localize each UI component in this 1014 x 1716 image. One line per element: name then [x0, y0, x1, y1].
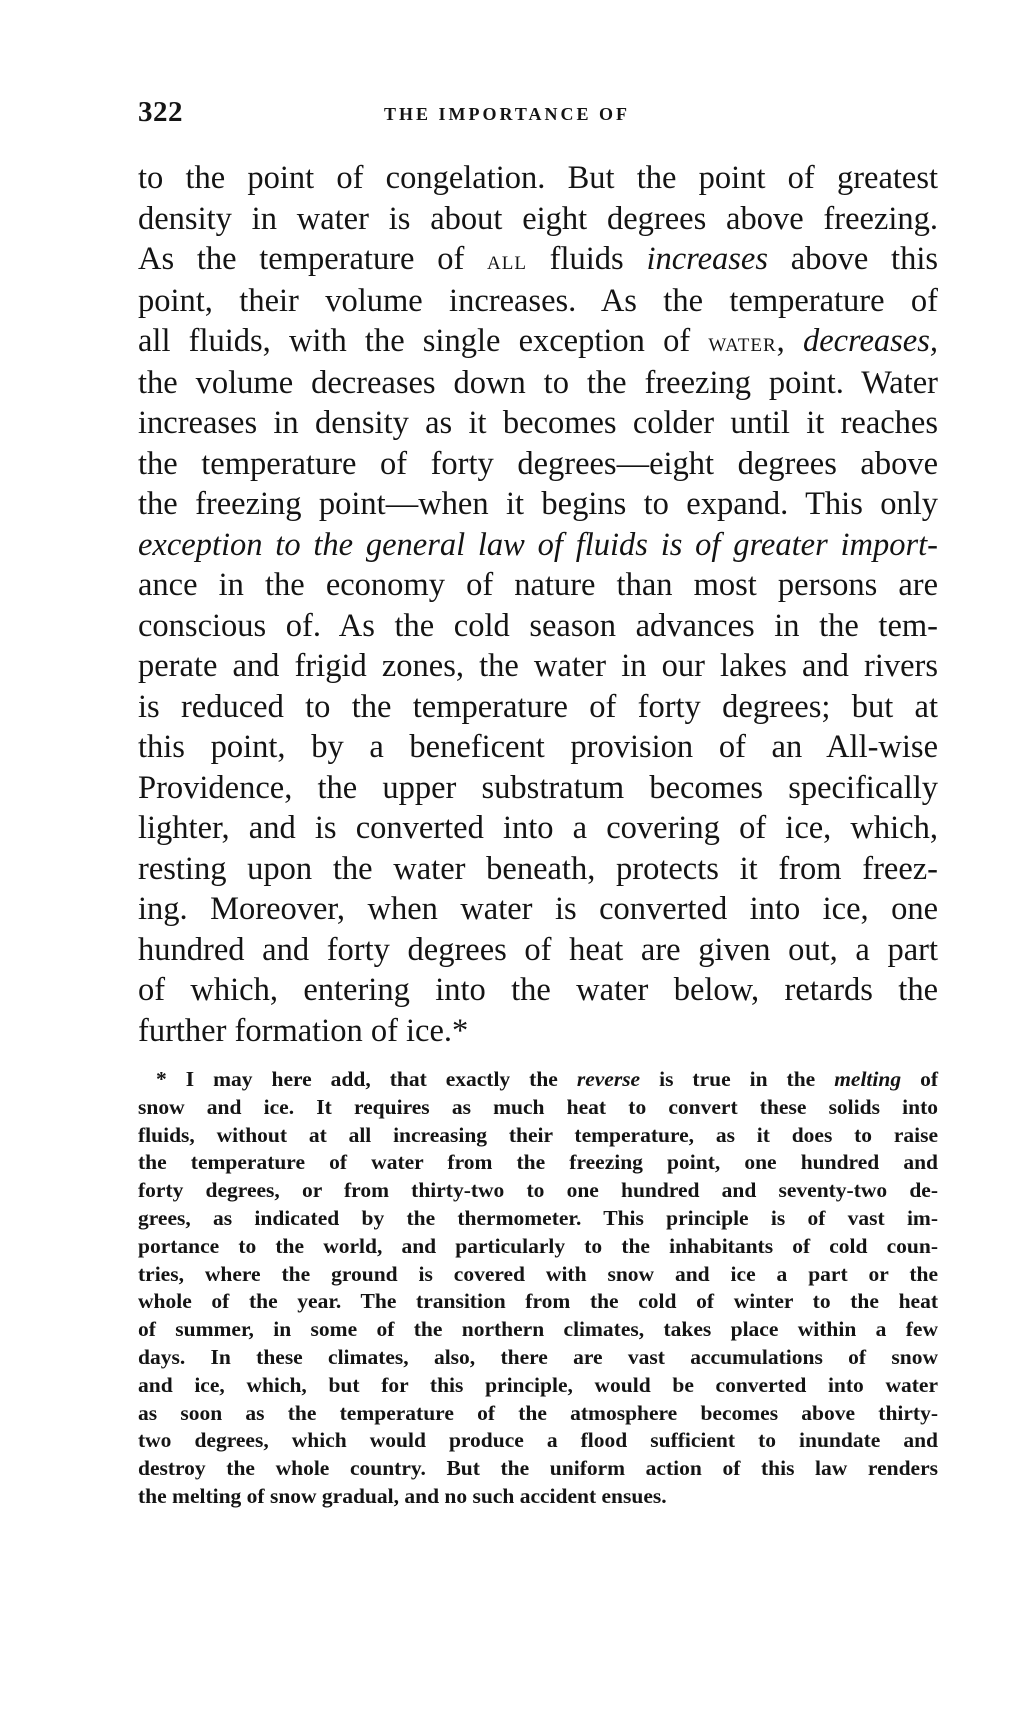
- body-line: [138, 321, 938, 363]
- footnote-line: as soon as the temperature of the atmosphere becomes above thirty-: [138, 1400, 938, 1425]
- body-line: conscious of. As the cold season advances in the tem-: [138, 607, 938, 644]
- footnote-line: whole of the year. The transition from the cold of winter to the heat: [138, 1289, 938, 1314]
- body-line: [138, 239, 938, 281]
- body-line: further formation of ice.*: [138, 1012, 469, 1049]
- body-line: of which, entering into the water below, retards the: [138, 972, 938, 1008]
- page-header: [138, 96, 938, 136]
- footnote-line: fluids, without at all increasing their temperature, as it does to raise: [138, 1122, 938, 1147]
- body-line: exception to the general law of fluids is of greater import-: [138, 526, 938, 563]
- body-line: to the point of congelation. But the point of greatest: [138, 160, 938, 196]
- body-line: ance in the economy of nature than most persons are: [138, 567, 938, 603]
- running-head: THE IMPORTANCE OF: [384, 104, 631, 124]
- footnote-line: of summer, in some of the northern climates, takes place within a few: [138, 1317, 938, 1342]
- italic-run: reverse: [576, 1067, 641, 1091]
- text-run: above this: [767, 241, 938, 277]
- small-caps-run: all: [487, 244, 527, 275]
- body-line: hundred and forty degrees of heat are given out, a part: [138, 931, 938, 968]
- body-line: ing. Moreover, when water is converted into ice, one: [138, 891, 938, 927]
- body-line: increases in density as it becomes colder until it reaches: [138, 405, 938, 441]
- body-line: is reduced to the temperature of forty degrees; but at: [138, 688, 938, 725]
- footnote-line: [138, 1066, 938, 1094]
- body-line: this point, by a beneficent provision of an All-wise: [138, 729, 938, 765]
- footnote-line: tries, where the ground is covered with snow and ice a part or the: [138, 1261, 938, 1286]
- footnote-line: grees, as indicated by the thermometer. This principle is of vast im-: [138, 1205, 938, 1230]
- body-line: the temperature of forty degrees—eight degrees above: [138, 445, 938, 482]
- body-line: the volume decreases down to the freezing point. Water: [138, 364, 938, 401]
- small-caps-run: water: [708, 326, 777, 357]
- body-line: resting upon the water beneath, protects it from freez-: [138, 850, 938, 887]
- footnote-line: forty degrees, or from thirty-two to one hundred and seventy-two de-: [138, 1178, 938, 1203]
- italic-run: melting: [834, 1067, 902, 1091]
- italic-run: decreases,: [802, 323, 938, 359]
- text-run: * I may here add, that exactly the: [156, 1067, 577, 1091]
- body-text: [138, 158, 938, 1051]
- text-run: fluids: [526, 241, 647, 277]
- footnote-line: portance to the world, and particularly to the inhabitants of cold coun-: [138, 1233, 938, 1258]
- body-line: Providence, the upper substratum becomes specifically: [138, 769, 938, 806]
- footnote-line: the temperature of water from the freezing point, one hundred and: [138, 1150, 938, 1175]
- footnote-line: snow and ice. It requires as much heat to convert these solids into: [138, 1094, 938, 1119]
- text-run: all fluids, with the single exception of: [138, 323, 709, 359]
- body-line: density in water is about eight degrees above freezing.: [138, 200, 938, 237]
- page-number: 322: [138, 96, 183, 128]
- footnote-line: the melting of snow gradual, and no such accident ensues.: [138, 1483, 667, 1508]
- footnote: [138, 1066, 938, 1511]
- body-line: perate and frigid zones, the water in our lakes and rivers: [138, 648, 938, 684]
- footnote-line: two degrees, which would produce a flood sufficient to inundate and: [138, 1428, 938, 1453]
- italic-run: increases: [646, 241, 768, 277]
- text-run: is true in the: [640, 1067, 835, 1091]
- body-line: point, their volume increases. As the temperature of: [138, 282, 938, 319]
- text-run: As the temperature of: [138, 241, 487, 277]
- body-line: lighter, and is converted into a covering of ice, which,: [138, 810, 938, 846]
- body-line: the freezing point—when it begins to expand. This only: [138, 486, 938, 522]
- text-run: of: [901, 1067, 938, 1091]
- footnote-line: and ice, which, but for this principle, would be converted into water: [138, 1372, 938, 1397]
- footnote-line: destroy the whole country. But the uniform action of this law renders: [138, 1456, 938, 1481]
- text-run: ,: [776, 323, 803, 359]
- footnote-line: days. In these climates, also, there are vast accumulations of snow: [138, 1344, 938, 1369]
